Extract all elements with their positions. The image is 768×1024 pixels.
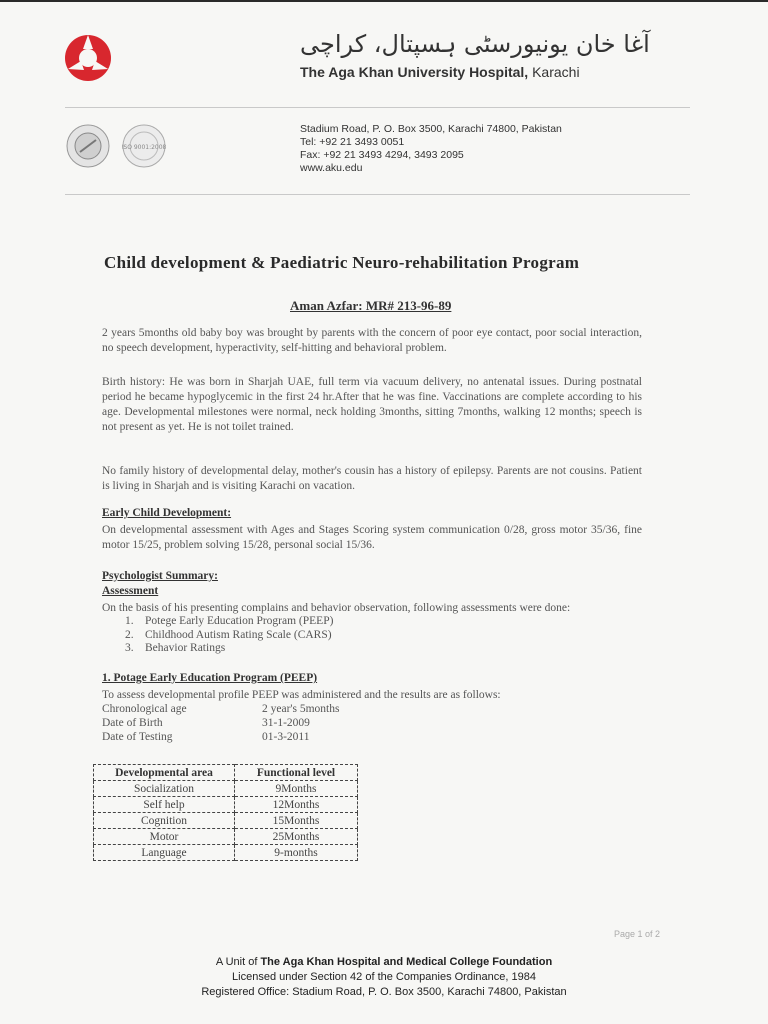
peep-intro: To assess developmental profile PEEP was administered and the results are as follows: [102,689,501,701]
page-number: Page 1 of 2 [614,929,661,939]
info-row [102,703,339,715]
info-row [102,717,310,729]
info-row [102,731,309,743]
assessment-intro: On the basis of his presenting complains and behavior observation, following assessments were done: [102,602,571,614]
list-item [125,629,333,643]
info-value: 31-1-2009 [262,717,310,729]
area-cell: Language [94,845,235,861]
address-line: Stadium Road, P. O. Box 3500, Karachi 74800, Pakistan [300,123,562,135]
area-cell: Socialization [94,781,235,797]
footer-prefix: A Unit of [215,956,258,968]
scan-top-edge [0,0,768,2]
birth-history-paragraph: Birth history: He was born in Sharjah UAE, full term via vacuum delivery, no antenatal issues. During postnatal period he became hypoglycemic in the first 24 hr.After that he was fine. Vaccinations are complete according to his age. Developmental milestones were normal, neck holding 3months, sitting 7months, walking 12 months; speech is not present as yet. He is not toilet trained. [102,376,642,433]
patient-line: Aman Azfar: MR# 213-96-89 [290,298,452,313]
developmental-table [93,764,358,861]
list-item-number: 1. [125,615,134,627]
list-item-label: Potege Early Education Program (PEEP) [145,615,334,627]
iso-seal-text: ISO 9001:2008 [122,144,166,151]
aku-logo-icon [62,33,114,83]
footer-line-1 [0,955,768,970]
assessment-subheading: Assessment [102,585,159,597]
level-cell: 9Months [235,781,358,797]
level-cell: 15Months [235,813,358,829]
early-child-heading: Early Child Development: [102,507,232,519]
column-header: Functional level [235,765,358,781]
table-row [94,829,358,845]
info-label: Date of Testing [102,731,173,743]
info-label: Chronological age [102,703,187,715]
column-header: Developmental area [94,765,235,781]
list-item [125,642,333,656]
area-cell: Self help [94,797,235,813]
hospital-city: Karachi [532,64,580,80]
area-cell: Motor [94,829,235,845]
level-cell: 25Months [235,829,358,845]
hospital-name-bold: The Aga Khan University Hospital, [300,64,529,80]
area-cell: Cognition [94,813,235,829]
list-item-label: Childhood Autism Rating Scale (CARS) [145,628,332,641]
document-title: Child development & Paediatric Neuro-rehabilitation Program [104,253,580,272]
list-item-label: Behavior Ratings [145,642,226,654]
info-value: 2 year's 5months [262,703,340,715]
info-label: Date of Birth [102,717,163,729]
level-cell: 12Months [235,797,358,813]
assessment-list [125,615,333,656]
web-link[interactable]: www.aku.edu [300,162,363,174]
early-child-text: On developmental assessment with Ages and Stages Scoring system communication 0/28, gross motor 35/36, fine motor 15/25, problem solving 15/28, personal social 15/36. [102,524,642,551]
level-cell: 9-months [235,845,358,861]
table-row [94,845,358,861]
footer-foundation: The Aga Khan Hospital and Medical College Foundation [260,956,553,968]
hospital-name [300,64,580,80]
header-rule-top [65,107,690,108]
footer-line-3: Registered Office: Stadium Road, P. O. Box 3500, Karachi 74800, Pakistan [201,986,567,998]
list-item-number: 3. [125,642,134,654]
intro-paragraph: 2 years 5months old baby boy was brought by parents with the concern of poor eye contact, poor social interaction, no speech development, hyperactivity, self-hitting and behavioral problem. [102,327,642,354]
footer-line-2: Licensed under Section 42 of the Companies Ordinance, 1984 [232,971,536,983]
accreditation-seal-icon [66,124,110,168]
table-row [94,813,358,829]
contact-block [300,123,562,175]
hospital-urdu-name: آغا خان یونیورسٹی ہسپتال، کراچی [300,30,650,58]
list-item [125,615,333,629]
tel-line: Tel: +92 21 3493 0051 [300,136,405,148]
family-history-paragraph: No family history of developmental delay, mother's cousin has a history of epilepsy. Parents are not cousins. Patient is living in Sharjah and is visiting Karachi on vacation. [102,465,642,492]
header-rule-bottom [65,194,690,195]
fax-line: Fax: +92 21 3493 4294, 3493 2095 [300,149,464,161]
info-value: 01-3-2011 [262,731,310,743]
footer [0,955,768,1000]
table-row [94,797,358,813]
peep-heading: 1. Potage Early Education Program (PEEP) [102,672,318,684]
table-row [94,781,358,797]
list-item-number: 2. [125,628,134,641]
psychologist-heading: Psychologist Summary: [102,570,218,582]
table-header-row [94,765,358,781]
iso-certification-seal-icon [122,124,166,168]
